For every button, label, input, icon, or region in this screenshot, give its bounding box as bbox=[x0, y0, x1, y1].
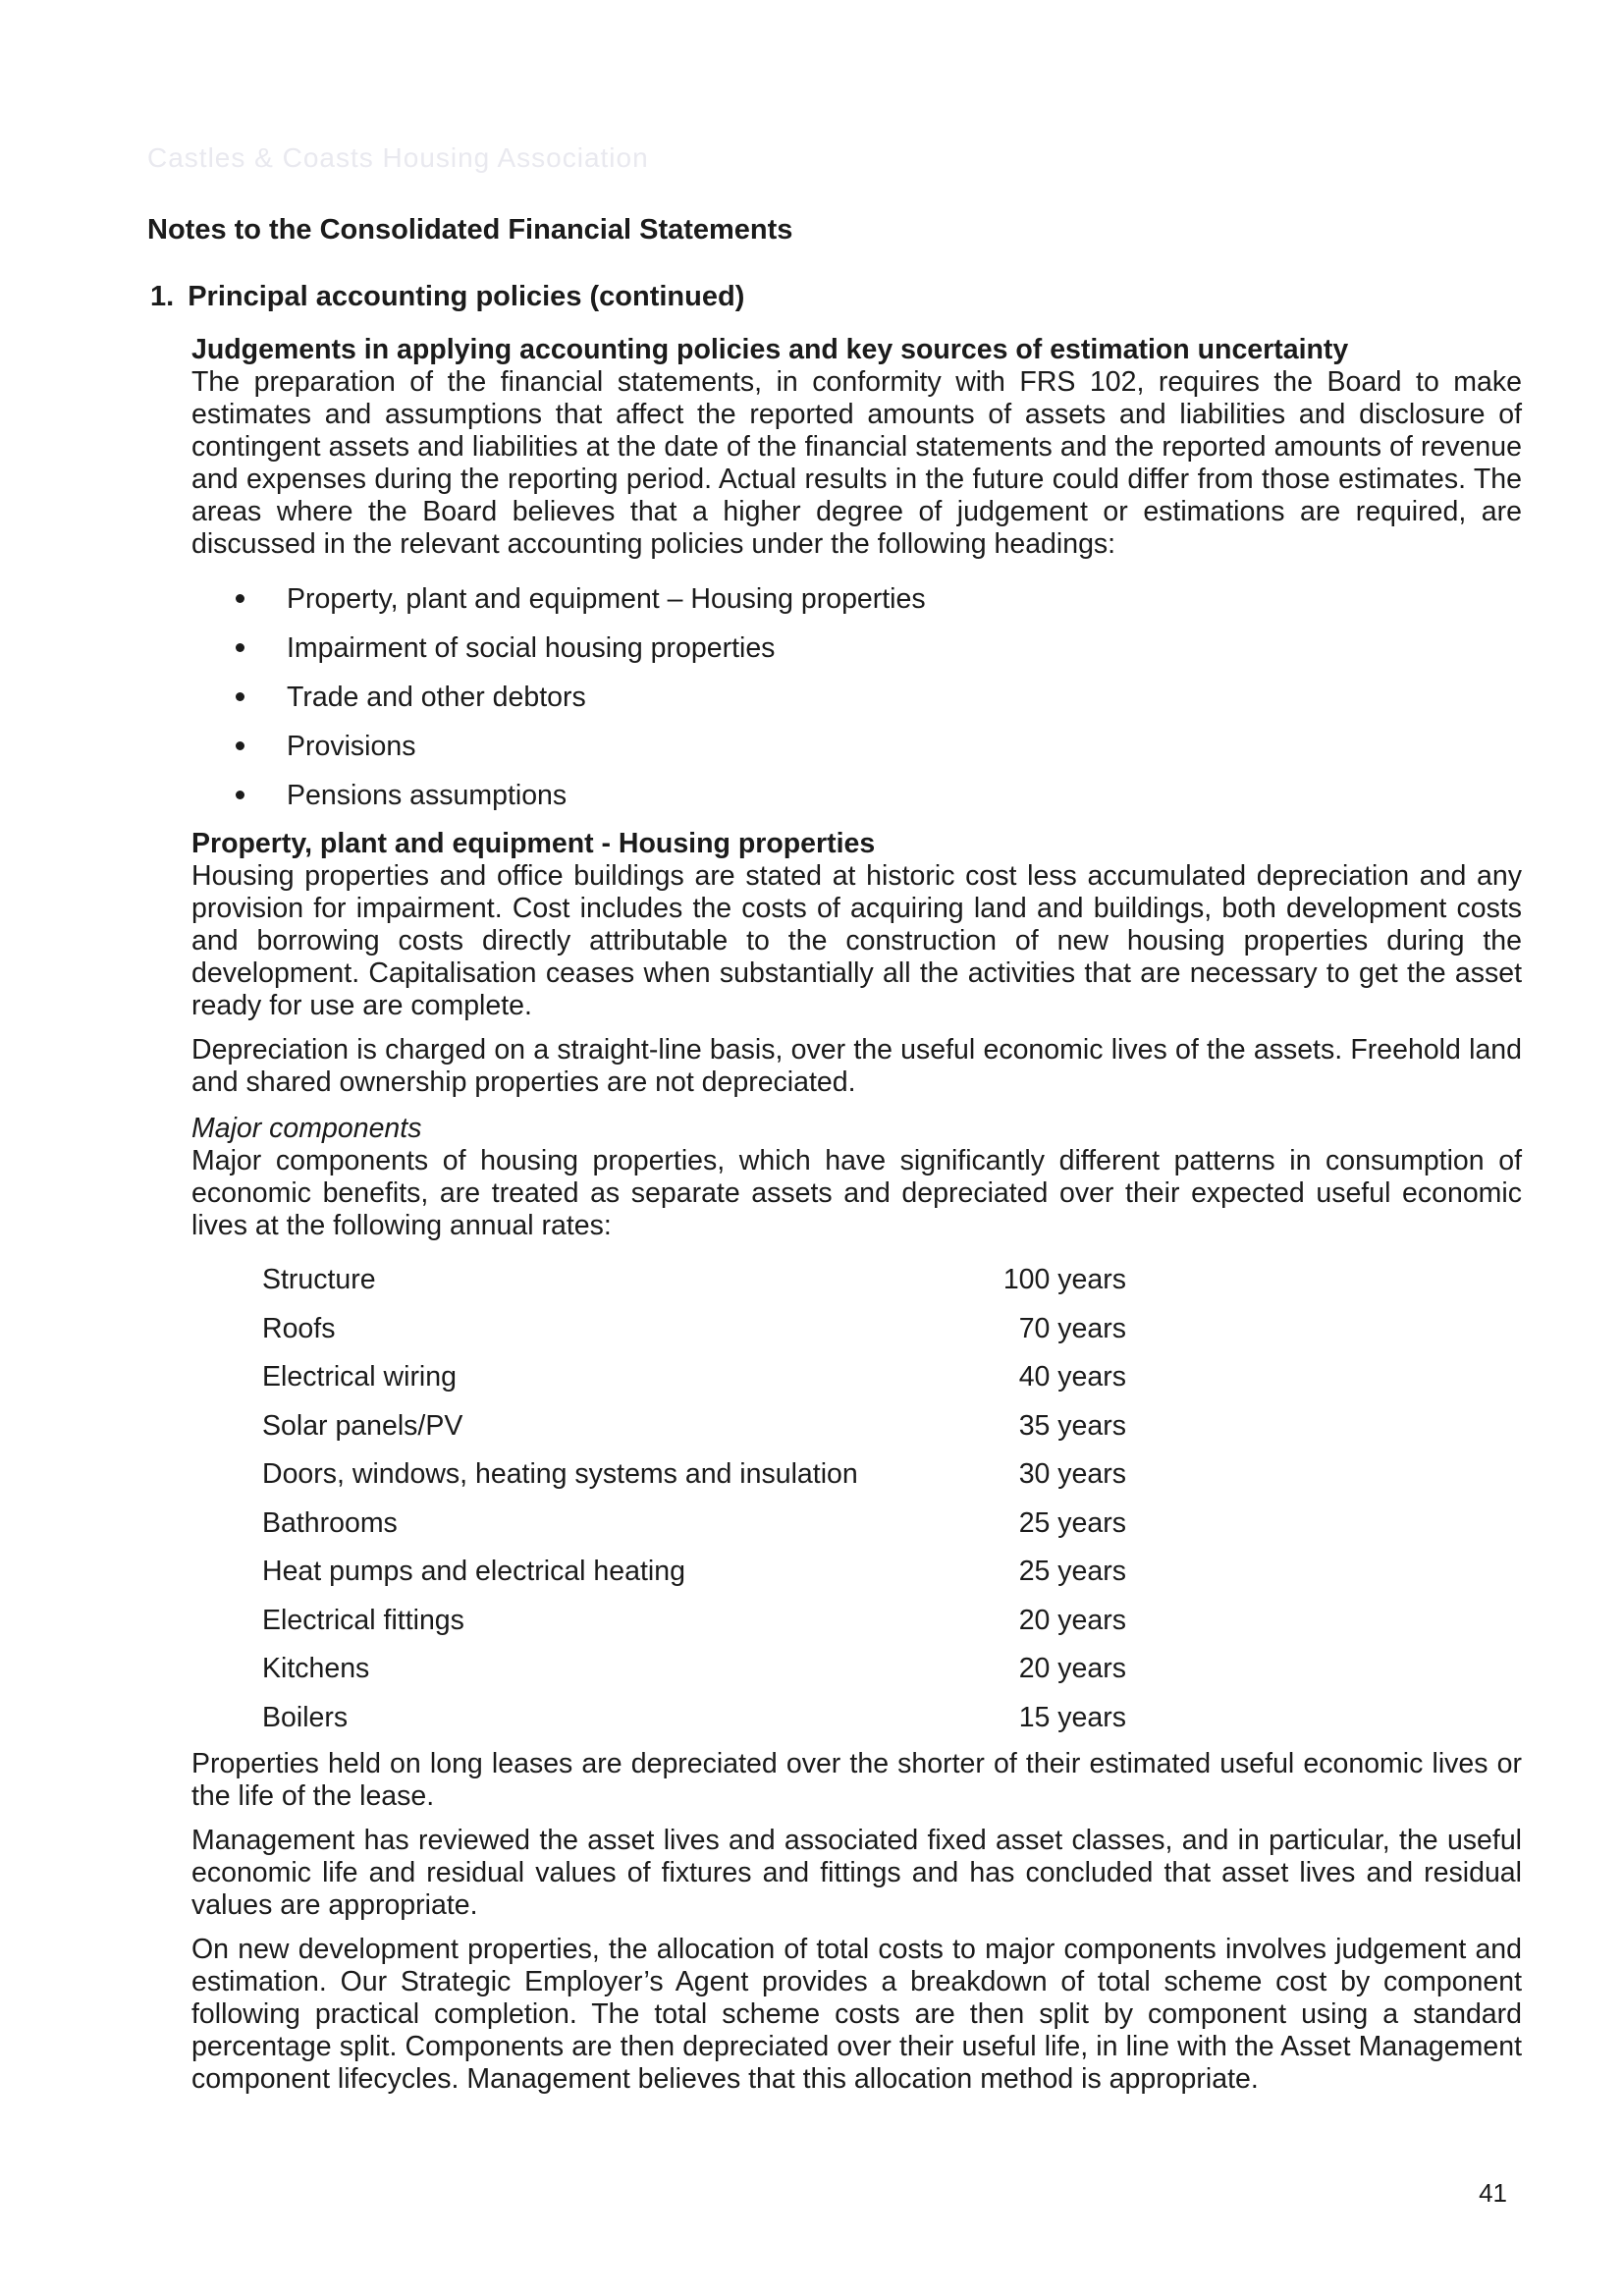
life-cell: 70 years bbox=[1018, 1312, 1126, 1344]
bullet-icon bbox=[236, 692, 244, 701]
list-item-text: Trade and other debtors bbox=[287, 682, 586, 713]
list-item bbox=[236, 722, 1522, 771]
component-cell: Electrical fittings bbox=[262, 1604, 464, 1636]
list-item bbox=[236, 673, 1522, 722]
component-cell: Solar panels/PV bbox=[262, 1409, 463, 1442]
section-number: 1. bbox=[150, 281, 175, 312]
bullet-icon bbox=[236, 791, 244, 799]
component-lives-table bbox=[262, 1256, 1126, 1742]
component-cell: Electrical wiring bbox=[262, 1361, 457, 1394]
judgements-heading: Judgements in applying accounting policies and key sources of estimation uncertainty bbox=[191, 334, 1349, 365]
component-cell: Boilers bbox=[262, 1701, 349, 1733]
table-row bbox=[262, 1256, 1126, 1305]
component-cell: Kitchens bbox=[262, 1653, 370, 1685]
major-components-heading: Major components bbox=[191, 1113, 422, 1144]
table-row bbox=[262, 1353, 1126, 1402]
component-cell: Bathrooms bbox=[262, 1506, 398, 1539]
list-item-text: Impairment of social housing properties bbox=[287, 632, 776, 664]
main-content bbox=[191, 334, 1522, 2096]
table-row bbox=[262, 1597, 1126, 1646]
organisation-watermark: Castles & Coasts Housing Association bbox=[147, 142, 649, 173]
page-number: 41 bbox=[1479, 2178, 1507, 2208]
list-item-text: Pensions assumptions bbox=[287, 780, 568, 811]
judgement-areas-list bbox=[191, 574, 1522, 820]
component-cell: Roofs bbox=[262, 1312, 336, 1344]
list-item-text: Property, plant and equipment – Housing properties bbox=[287, 583, 926, 615]
component-cell: Heat pumps and electrical heating bbox=[262, 1556, 685, 1588]
judgements-paragraph: The preparation of the financial statements, in conformity with FRS 102, requires the Board to make estimates and assumptions that affect the reported amounts of assets and liabilities and disclosure of contingent assets and liabilities at the date of the financial statements and the reported amounts of revenue and expenses during the reporting period. Actual results in the future could differ from those estimates. The areas where the Board believes that a higher degree of judgement or estimations are required, are discussed in the relevant accounting policies under the following headings: bbox=[191, 366, 1522, 560]
document-title: Notes to the Consolidated Financial Statements bbox=[147, 214, 793, 246]
section-heading bbox=[150, 281, 744, 313]
life-cell: 35 years bbox=[1018, 1409, 1126, 1442]
list-item bbox=[236, 771, 1522, 820]
life-cell: 15 years bbox=[1018, 1701, 1126, 1733]
list-item-text: Provisions bbox=[287, 731, 416, 762]
list-item bbox=[236, 624, 1522, 673]
ppe-paragraph-depreciation: Depreciation is charged on a straight-line basis, over the useful economic lives of the assets. Freehold land and shared ownership properties are not depreciated. bbox=[191, 1034, 1522, 1098]
list-item bbox=[236, 574, 1522, 624]
life-cell: 20 years bbox=[1018, 1604, 1126, 1636]
component-cell: Structure bbox=[262, 1264, 376, 1296]
bullet-icon bbox=[236, 594, 244, 603]
ppe-heading: Property, plant and equipment - Housing properties bbox=[191, 828, 876, 859]
table-row bbox=[262, 1402, 1126, 1451]
cost-allocation-paragraph: On new development properties, the allocation of total costs to major components involves judgement and estimation. Our Strategic Employer’s Agent provides a breakdown of total scheme cost by component following practical completion. The total scheme costs are then split by component using a standard percentage split. Components are then depreciated over their useful life, in line with the Asset Management component lifecycles. Management believes that this allocation method is appropriate. bbox=[191, 1934, 1522, 2095]
table-row bbox=[262, 1694, 1126, 1743]
table-row bbox=[262, 1305, 1126, 1354]
bullet-icon bbox=[236, 643, 244, 652]
table-row bbox=[262, 1450, 1126, 1500]
table-row bbox=[262, 1500, 1126, 1549]
table-row bbox=[262, 1548, 1126, 1597]
life-cell: 100 years bbox=[1002, 1264, 1126, 1296]
life-cell: 25 years bbox=[1018, 1506, 1126, 1539]
section-title: Principal accounting policies (continued) bbox=[188, 281, 745, 312]
management-review-paragraph: Management has reviewed the asset lives and associated fixed asset classes, and in particular, the useful economic life and residual values of fixtures and fittings and has concluded that asset lives and residual values are appropriate. bbox=[191, 1825, 1522, 1921]
major-components-intro: Major components of housing properties, which have significantly different patterns in consumption of economic benefits, are treated as separate assets and depreciated over their expected useful economic lives at the following annual rates: bbox=[191, 1145, 1522, 1241]
life-cell: 25 years bbox=[1018, 1556, 1126, 1588]
leases-paragraph: Properties held on long leases are depreciated over the shorter of their estimated useful economic lives or the life of the lease. bbox=[191, 1748, 1522, 1812]
ppe-paragraph-cost: Housing properties and office buildings are stated at historic cost less accumulated depreciation and any provision for impairment. Cost includes the costs of acquiring land and buildings, both development costs and borrowing costs directly attributable to the construction of new housing properties during the development. Capitalisation ceases when substantially all the activities that are necessary to get the asset ready for use are complete. bbox=[191, 860, 1522, 1021]
bullet-icon bbox=[236, 741, 244, 750]
table-row bbox=[262, 1645, 1126, 1694]
life-cell: 40 years bbox=[1018, 1361, 1126, 1394]
component-cell: Doors, windows, heating systems and insulation bbox=[262, 1458, 858, 1491]
life-cell: 30 years bbox=[1018, 1458, 1126, 1491]
life-cell: 20 years bbox=[1018, 1653, 1126, 1685]
